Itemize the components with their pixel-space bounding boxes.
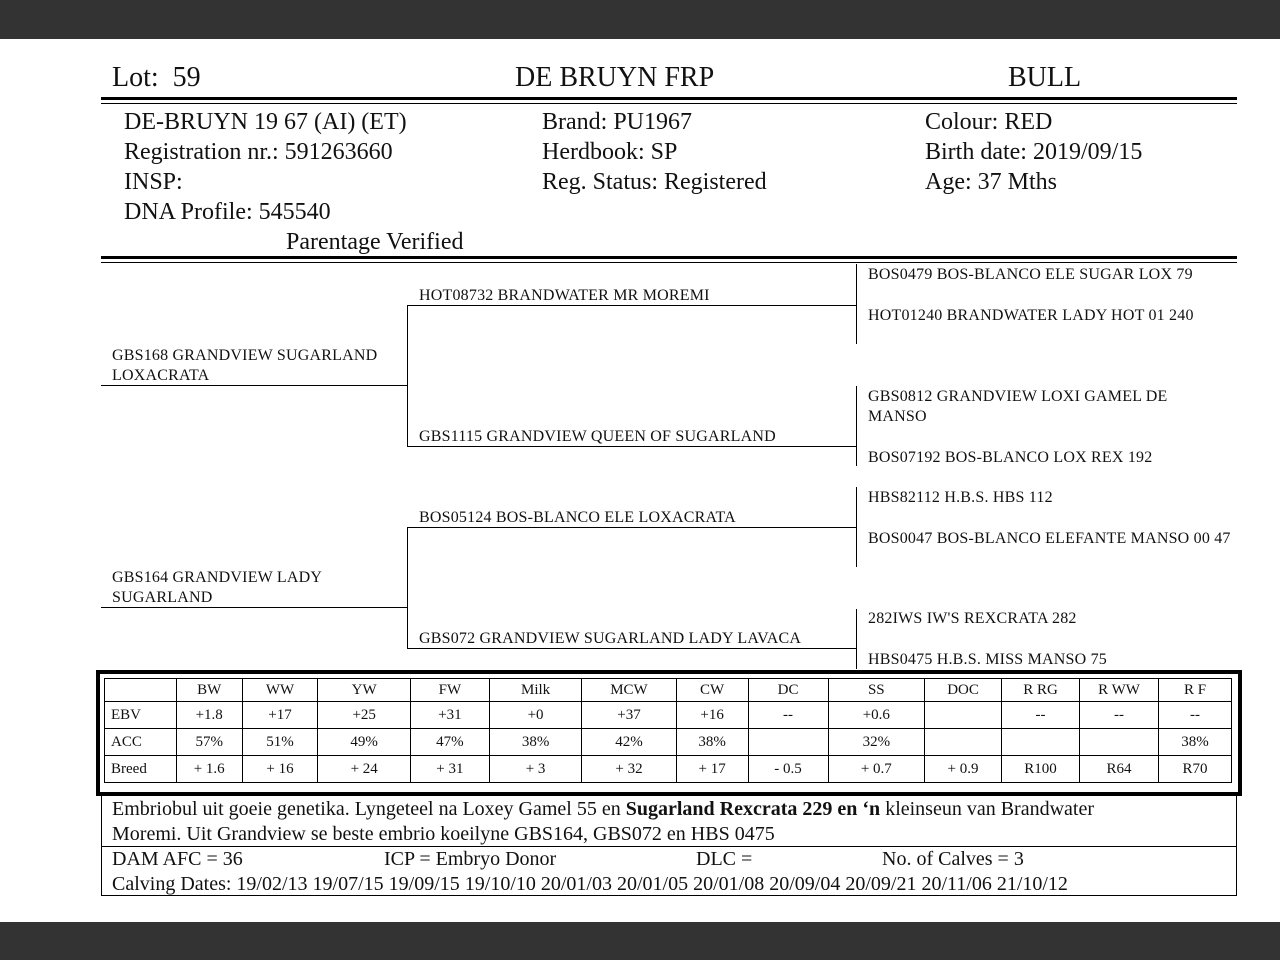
ebv-table bbox=[104, 678, 1232, 783]
pedigree-sire-dam: GBS1115 GRANDVIEW QUEEN OF SUGARLAND bbox=[419, 428, 776, 445]
birth-date: Birth date: 2019/09/15 bbox=[925, 139, 1143, 165]
table-cell: + 32 bbox=[582, 756, 676, 783]
lot-label: Lot: 59 bbox=[112, 62, 201, 93]
table-cell: 38% bbox=[489, 729, 581, 756]
parentage-status: Parentage Verified bbox=[286, 229, 464, 255]
ggp-bracket-1 bbox=[856, 264, 857, 344]
header-rule-thick bbox=[101, 97, 1237, 100]
dam-info-box bbox=[101, 846, 1237, 896]
header-cell: R F bbox=[1159, 679, 1232, 702]
table-cell: +31 bbox=[410, 702, 489, 729]
table-cell: -- bbox=[748, 702, 828, 729]
info-rule-thin bbox=[101, 262, 1237, 263]
registration-number: Registration nr.: 591263660 bbox=[124, 139, 393, 165]
comment-line-1: Embriobul uit goeie genetika. Lyngeteel na Loxey Gamel 55 en Sugarland Rexcrata 229 en ‘n kleinseun van Brandwater bbox=[112, 798, 1095, 820]
brand: Brand: PU1967 bbox=[542, 109, 692, 135]
ggp-bracket-4 bbox=[856, 609, 857, 669]
pedigree-dam-sire: BOS05124 BOS-BLANCO ELE LOXACRATA bbox=[419, 509, 736, 526]
header-cell bbox=[105, 679, 177, 702]
row-label: Breed bbox=[105, 756, 177, 783]
dam-icp: ICP = Embryo Donor bbox=[384, 848, 557, 870]
header-cell: YW bbox=[318, 679, 410, 702]
table-cell: +1.8 bbox=[176, 702, 242, 729]
table-cell: +17 bbox=[242, 702, 318, 729]
header-cell: DC bbox=[748, 679, 828, 702]
table-cell: + 24 bbox=[318, 756, 410, 783]
table-cell: - 0.5 bbox=[748, 756, 828, 783]
header-cell: R RG bbox=[1002, 679, 1080, 702]
lot-number: 59 bbox=[172, 62, 201, 93]
table-cell: R70 bbox=[1159, 756, 1232, 783]
table-cell bbox=[925, 702, 1002, 729]
header-cell: FW bbox=[410, 679, 489, 702]
header-cell: WW bbox=[242, 679, 318, 702]
row-label: ACC bbox=[105, 729, 177, 756]
breed-row bbox=[105, 756, 1232, 783]
comment-line-2: Moremi. Uit Grandview se beste embrio koeilyne GBS164, GBS072 en HBS 0475 bbox=[112, 823, 775, 845]
animal-name: DE-BRUYN 19 67 (AI) (ET) bbox=[124, 109, 407, 135]
table-cell: 32% bbox=[828, 729, 924, 756]
header-rule-thin bbox=[101, 103, 1237, 104]
header-cell: SS bbox=[828, 679, 924, 702]
table-cell: +0 bbox=[489, 702, 581, 729]
header-cell: MCW bbox=[582, 679, 676, 702]
insp: INSP: bbox=[124, 169, 183, 195]
table-cell: +37 bbox=[582, 702, 676, 729]
comment-box bbox=[101, 795, 1237, 847]
header-cell: CW bbox=[676, 679, 748, 702]
viewer-top-bar bbox=[0, 0, 1280, 39]
table-cell: +25 bbox=[318, 702, 410, 729]
dna-profile: DNA Profile: 545540 bbox=[124, 199, 331, 225]
sex-label: BULL bbox=[1008, 62, 1082, 93]
calving-dates: Calving Dates: 19/02/13 19/07/15 19/09/15 19/10/10 20/01/03 20/01/05 20/01/08 20/09/04 20/09/21 20/11/06 21/10/12 bbox=[112, 873, 1068, 895]
ebv-row bbox=[105, 702, 1232, 729]
table-cell: + 31 bbox=[410, 756, 489, 783]
header-cell: R WW bbox=[1080, 679, 1159, 702]
table-cell bbox=[925, 729, 1002, 756]
table-cell: -- bbox=[1002, 702, 1080, 729]
herdbook: Herdbook: SP bbox=[542, 139, 678, 165]
dam-afc: DAM AFC = 36 bbox=[112, 848, 243, 870]
table-cell: 57% bbox=[176, 729, 242, 756]
dam-dlc: DLC = bbox=[696, 848, 753, 870]
pedigree-sire: GBS168 GRANDVIEW SUGARLAND LOXACRATA bbox=[112, 347, 378, 384]
table-cell: 38% bbox=[676, 729, 748, 756]
table-cell: R64 bbox=[1080, 756, 1159, 783]
table-cell: +0.6 bbox=[828, 702, 924, 729]
pedigree-ggp-1: BOS0479 BOS-BLANCO ELE SUGAR LOX 79 bbox=[868, 266, 1193, 283]
table-cell: 42% bbox=[582, 729, 676, 756]
header-cell: BW bbox=[176, 679, 242, 702]
breeder-name: DE BRUYN FRP bbox=[515, 62, 715, 93]
pedigree-ggp-4: BOS07192 BOS-BLANCO LOX REX 192 bbox=[868, 449, 1153, 466]
pedigree-ggp-7: 282IWS IW'S REXCRATA 282 bbox=[868, 610, 1077, 627]
ggp-bracket-2 bbox=[856, 386, 857, 466]
table-cell: -- bbox=[1159, 702, 1232, 729]
dam-bracket bbox=[407, 527, 408, 649]
pedigree-dam: GBS164 GRANDVIEW LADY SUGARLAND bbox=[112, 569, 322, 606]
viewer-bottom-bar bbox=[0, 922, 1280, 960]
table-cell: +16 bbox=[676, 702, 748, 729]
dam-info-line bbox=[112, 847, 1226, 872]
table-cell: + 0.9 bbox=[925, 756, 1002, 783]
table-cell: 51% bbox=[242, 729, 318, 756]
table-cell bbox=[748, 729, 828, 756]
table-cell bbox=[1002, 729, 1080, 756]
table-cell: 38% bbox=[1159, 729, 1232, 756]
table-cell: + 0.7 bbox=[828, 756, 924, 783]
table-cell bbox=[1080, 729, 1159, 756]
row-label: EBV bbox=[105, 702, 177, 729]
ebv-header-row bbox=[105, 679, 1232, 702]
colour: Colour: RED bbox=[925, 109, 1053, 135]
table-cell: + 17 bbox=[676, 756, 748, 783]
pedigree-sire-sire: HOT08732 BRANDWATER MR MOREMI bbox=[419, 287, 710, 304]
reg-status: Reg. Status: Registered bbox=[542, 169, 767, 195]
acc-row bbox=[105, 729, 1232, 756]
info-rule-thick bbox=[101, 256, 1237, 259]
pedigree-ggp-2: HOT01240 BRANDWATER LADY HOT 01 240 bbox=[868, 307, 1194, 324]
pedigree-ggp-8: HBS0475 H.B.S. MISS MANSO 75 bbox=[868, 651, 1107, 668]
table-cell: R100 bbox=[1002, 756, 1080, 783]
table-cell: -- bbox=[1080, 702, 1159, 729]
pedigree-ggp-3: GBS0812 GRANDVIEW LOXI GAMEL DE MANSO bbox=[868, 388, 1168, 425]
table-cell: 47% bbox=[410, 729, 489, 756]
sire-bracket bbox=[407, 305, 408, 447]
age: Age: 37 Mths bbox=[925, 169, 1057, 195]
table-cell: + 1.6 bbox=[176, 756, 242, 783]
dam-calves: No. of Calves = 3 bbox=[882, 848, 1024, 870]
comment-bold: Sugarland Rexcrata 229 en ‘n bbox=[625, 798, 881, 820]
table-cell: 49% bbox=[318, 729, 410, 756]
header-cell: Milk bbox=[489, 679, 581, 702]
table-cell: + 3 bbox=[489, 756, 581, 783]
ggp-bracket-3 bbox=[856, 487, 857, 567]
header-cell: DOC bbox=[925, 679, 1002, 702]
table-cell: + 16 bbox=[242, 756, 318, 783]
pedigree-ggp-5: HBS82112 H.B.S. HBS 112 bbox=[868, 489, 1053, 506]
pedigree-dam-dam: GBS072 GRANDVIEW SUGARLAND LADY LAVACA bbox=[419, 630, 802, 647]
pedigree-ggp-6: BOS0047 BOS-BLANCO ELEFANTE MANSO 00 47 bbox=[868, 530, 1231, 547]
